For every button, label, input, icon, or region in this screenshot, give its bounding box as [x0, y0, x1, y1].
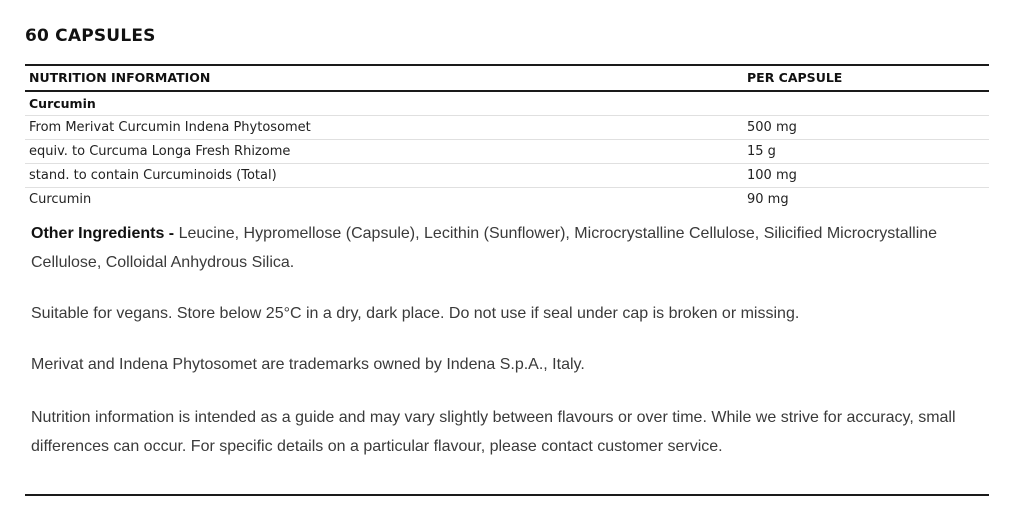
table-row — [25, 140, 989, 164]
table-row — [25, 188, 989, 211]
other-ingredients — [31, 219, 989, 277]
other-ingredients-text: Leucine, Hypromellose (Capsule), Lecithin (Sunflower), Microcrystalline Cellulose, Silicified Microcrystalline Cellulose, Colloidal Anhydrous Silica. — [31, 225, 938, 271]
ingredient-amount: 90 mg — [747, 192, 789, 207]
ingredient-name: Curcumin — [29, 192, 92, 207]
table-row — [25, 164, 989, 188]
nutrition-disclaimer: Nutrition information is intended as a guide and may vary slightly between flavours or over time. While we strive for accuracy, small differences can occur. For specific details on a particular flavour, please contact customer service. — [31, 409, 956, 455]
trademark-note: Merivat and Indena Phytosomet are trademarks owned by Indena S.p.A., Italy. — [31, 356, 585, 373]
table-row — [25, 116, 989, 140]
group-label: Curcumin — [29, 96, 96, 111]
bottom-divider — [25, 494, 989, 496]
ingredient-name: From Merivat Curcumin Indena Phytosomet — [29, 120, 311, 135]
table-group-row — [25, 92, 989, 116]
capsule-count-heading: 60 CAPSULES — [25, 26, 156, 46]
ingredient-name: equiv. to Curcuma Longa Fresh Rhizome — [29, 144, 291, 159]
other-ingredients-label: Other Ingredients - — [31, 225, 175, 242]
header-nutrition-information: NUTRITION INFORMATION — [29, 70, 211, 85]
header-per-capsule: PER CAPSULE — [747, 70, 843, 85]
ingredient-amount: 100 mg — [747, 168, 797, 183]
nutrition-table — [25, 64, 989, 211]
storage-note: Suitable for vegans. Store below 25°C in a dry, dark place. Do not use if seal under cap is broken or missing. — [31, 305, 800, 322]
ingredient-amount: 15 g — [747, 144, 776, 159]
ingredient-name: stand. to contain Curcuminoids (Total) — [29, 168, 277, 183]
nutrition-table-header — [25, 66, 989, 92]
ingredient-amount: 500 mg — [747, 120, 797, 135]
